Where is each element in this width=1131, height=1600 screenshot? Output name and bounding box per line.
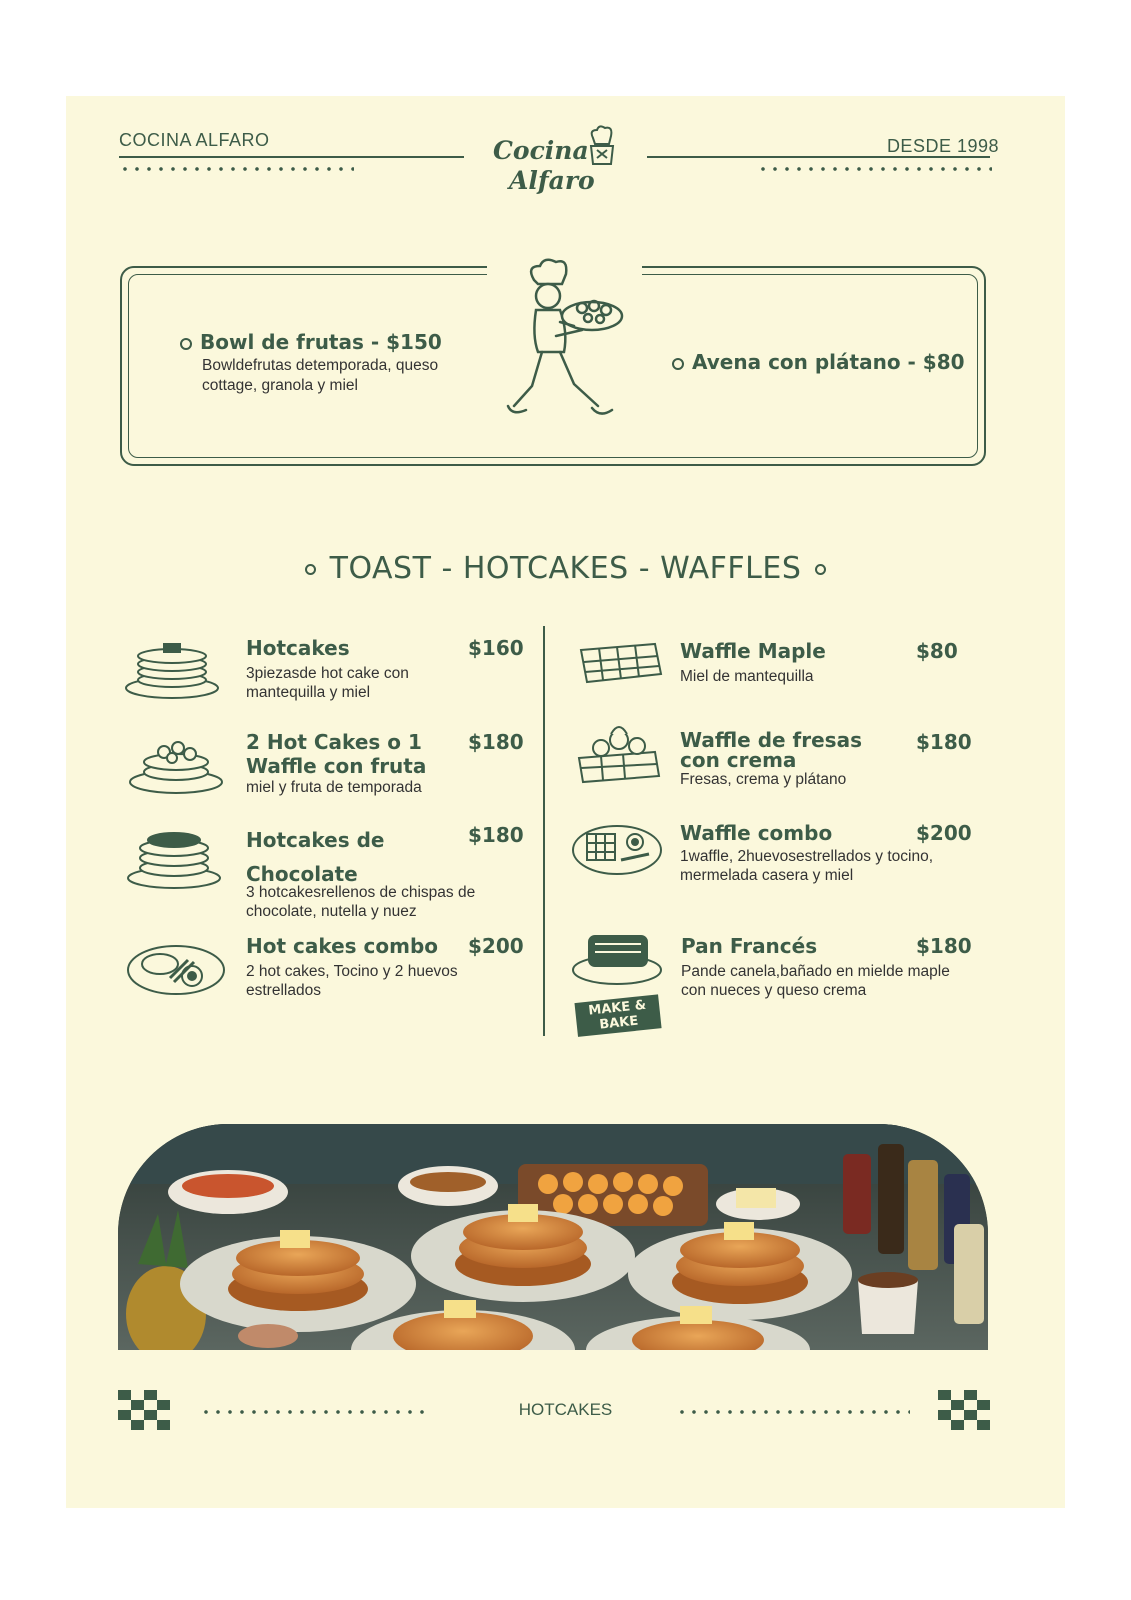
logo	[491, 124, 621, 204]
menu-item-desc: 3 hotcakesrellenos de chispas de chocolate, nutella y nuez	[246, 884, 476, 920]
chef-illustration-icon	[502, 256, 632, 434]
menu-item-desc: Fresas, crema y plátano	[680, 771, 847, 788]
make-bake-stamp	[574, 989, 674, 1041]
menu-item-name: Waffle Maple	[680, 639, 826, 663]
header-left-line	[119, 156, 464, 158]
header-right-dots	[757, 166, 992, 172]
section-title	[66, 551, 1065, 586]
menu-item-waffle-maple	[680, 639, 970, 686]
pancake-fruit-icon	[128, 732, 228, 796]
menu-item-waffle-fresas	[680, 730, 970, 789]
logo-line1: Cocina	[493, 136, 589, 165]
section-title-text: TOAST - HOTCAKES - WAFFLES	[329, 551, 802, 586]
menu-item-name: Hotcakes de Chocolate	[246, 828, 385, 886]
menu-item-price: $180	[468, 823, 524, 847]
food-photo	[118, 1124, 988, 1350]
featured-item-bowl	[180, 330, 470, 396]
menu-item-price: $200	[468, 934, 524, 958]
pancake-stack-icon	[124, 636, 224, 700]
menu-page	[66, 96, 1065, 1508]
menu-item-2-hot-cakes	[246, 730, 526, 797]
waffle-combo-icon	[571, 820, 665, 880]
waffle-strawberry-icon	[571, 722, 665, 788]
column-divider	[543, 626, 545, 1036]
menu-item-name: Waffle de fresas con crema	[680, 728, 862, 772]
menu-item-name: Hotcakes	[246, 636, 350, 660]
menu-item-name: Hot cakes combo	[246, 934, 439, 958]
header-right-line	[647, 156, 990, 158]
menu-item-desc: 1waffle, 2huevosestrellados y tocino, mermelada casera y miel	[680, 848, 934, 884]
menu-item-desc: Miel de mantequilla	[680, 668, 814, 685]
bullet-icon	[180, 338, 192, 350]
menu-item-hotcakes-chocolate	[246, 823, 526, 921]
menu-item-name: Waffle combo	[680, 821, 833, 845]
header-left-text: COCINA ALFARO	[119, 130, 270, 150]
footer-right-dots	[676, 1409, 910, 1415]
menu-item-name: 2 Hot Cakes o 1 Waffle con fruta	[246, 730, 427, 778]
checker-pattern-right-icon	[938, 1390, 990, 1430]
menu-item-pan-frances	[681, 934, 971, 1000]
featured-item-avena-title: Avena con plátano - $80	[692, 350, 965, 374]
featured-item-bowl-desc: Bowldefrutas detemporada, queso cottage, granola y miel	[202, 357, 439, 394]
header-left-dots	[119, 166, 354, 172]
featured-item-bowl-title: Bowl de frutas - $150	[200, 330, 442, 354]
menu-item-price: $180	[916, 730, 972, 754]
french-toast-icon	[571, 928, 665, 988]
menu-item-price: $160	[468, 636, 524, 660]
menu-item-desc: 3piezasde hot cake con mantequilla y miel	[246, 665, 409, 701]
footer-text: HOTCAKES	[518, 1400, 613, 1419]
bullet-icon	[305, 564, 316, 575]
bullet-icon	[815, 564, 826, 575]
menu-item-name: Pan Francés	[681, 934, 818, 958]
chef-hat-icon	[585, 124, 617, 168]
stamp-text: MAKE & BAKE	[574, 994, 661, 1037]
combo-plate-icon	[126, 938, 226, 998]
hotcakes-photo	[118, 1124, 988, 1350]
featured-box	[120, 266, 986, 466]
menu-item-hot-cakes-combo	[246, 934, 526, 1000]
menu-item-price: $180	[468, 730, 524, 754]
menu-item-price: $180	[916, 934, 972, 958]
menu-item-desc: 2 hot cakes, Tocino y 2 huevos estrellados	[246, 963, 458, 999]
header-right-text: DESDE 1998	[886, 136, 999, 156]
menu-item-price: $80	[916, 639, 958, 663]
menu-item-waffle-combo	[680, 821, 970, 885]
menu-item-desc: miel y fruta de temporada	[246, 779, 422, 796]
waffle-icon	[571, 636, 665, 692]
featured-item-avena	[672, 350, 972, 374]
bullet-icon	[672, 358, 684, 370]
logo-line2: Alfaro	[509, 166, 595, 195]
chocolate-pancake-icon	[126, 826, 226, 890]
menu-item-hotcakes	[246, 636, 526, 702]
menu-item-desc: Pande canela,bañado en mielde maple con nueces y queso crema	[681, 963, 950, 999]
menu-item-price: $200	[916, 821, 972, 845]
